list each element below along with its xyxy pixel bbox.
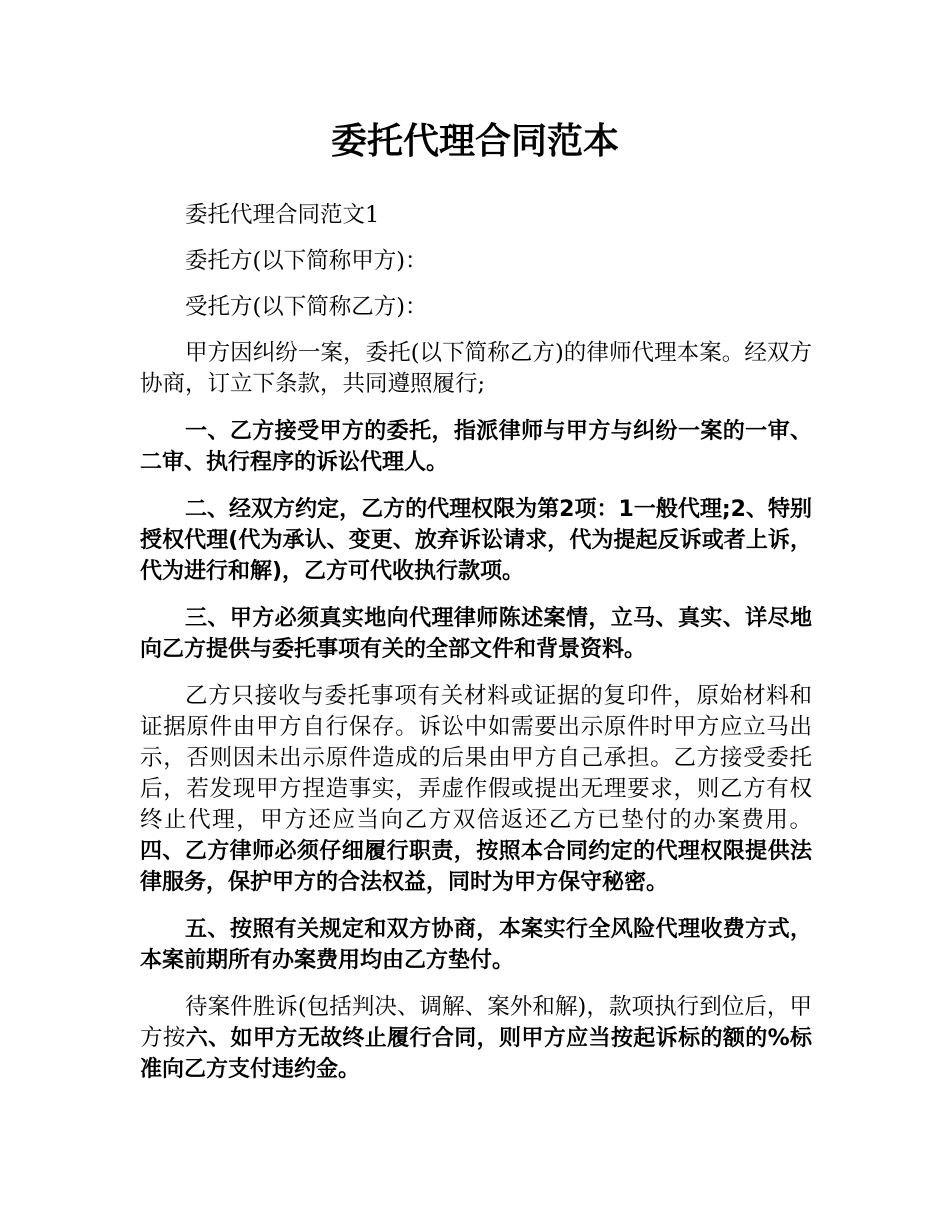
document-body <box>140 200 812 1101</box>
clause-6: 六、如甲方无故终止履行合同，则甲方应当按起诉标的额的%标准向乙方支付违约金。 <box>140 1026 812 1082</box>
payment-paragraph <box>140 992 812 1085</box>
preamble-paragraph: 甲方因纠纷一案，委托(以下简称乙方)的律师代理本案。经双方协商，订立下条款，共同遵照履行; <box>140 340 812 397</box>
party-a-line: 委托方(以下简称甲方)： <box>185 248 428 274</box>
clause-5: 五、按照有关规定和双方协商，本案实行全风险代理收费方式，本案前期所有办案费用均由乙方垫付。 <box>140 917 812 973</box>
clause-3: 三、甲方必须真实地向代理律师陈述案情，立马、真实、详尽地向乙方提供与委托事项有关的全部文件和背景资料。 <box>140 606 812 662</box>
document-title: 委托代理合同范本 <box>330 121 619 162</box>
materials-paragraph <box>140 681 812 898</box>
materials-text: 乙方只接收与委托事项有关材料或证据的复印件，原始材料和证据原件由甲方自行保存。诉讼中如需要出示原件时甲方应立马出示，否则因未出示原件造成的后果由甲方自己承担。乙方接受委托后，若发现甲方捏造事实，弄虚作假或提出无理要求，则乙方有权终止代理，甲方还应当向乙方双倍返还乙方已垫付的办案费用。 <box>140 683 812 833</box>
section-heading: 委托代理合同范文1 <box>185 202 380 228</box>
clause-1: 一、乙方接受甲方的委托，指派律师与甲方与纠纷一案的一审、二审、执行程序的诉讼代理人。 <box>140 419 812 475</box>
clause-4: 四、乙方律师必须仔细履行职责，按照本合同约定的代理权限提供法律服务，保护甲方的合法权益，同时为甲方保守秘密。 <box>140 839 812 895</box>
payment-text: 待案件胜诉(包括判决、调解、案外和解)，款项执行到位后，甲方按 <box>140 994 812 1051</box>
clause-2: 二、经双方约定，乙方的代理权限为第2项：1一般代理;2、特别授权代理(代为承认、变更、放弃诉讼请求，代为提起反诉或者上诉，代为进行和解)，乙方可代收执行款项。 <box>140 497 812 584</box>
party-b-line: 受托方(以下简称乙方)： <box>185 294 428 320</box>
